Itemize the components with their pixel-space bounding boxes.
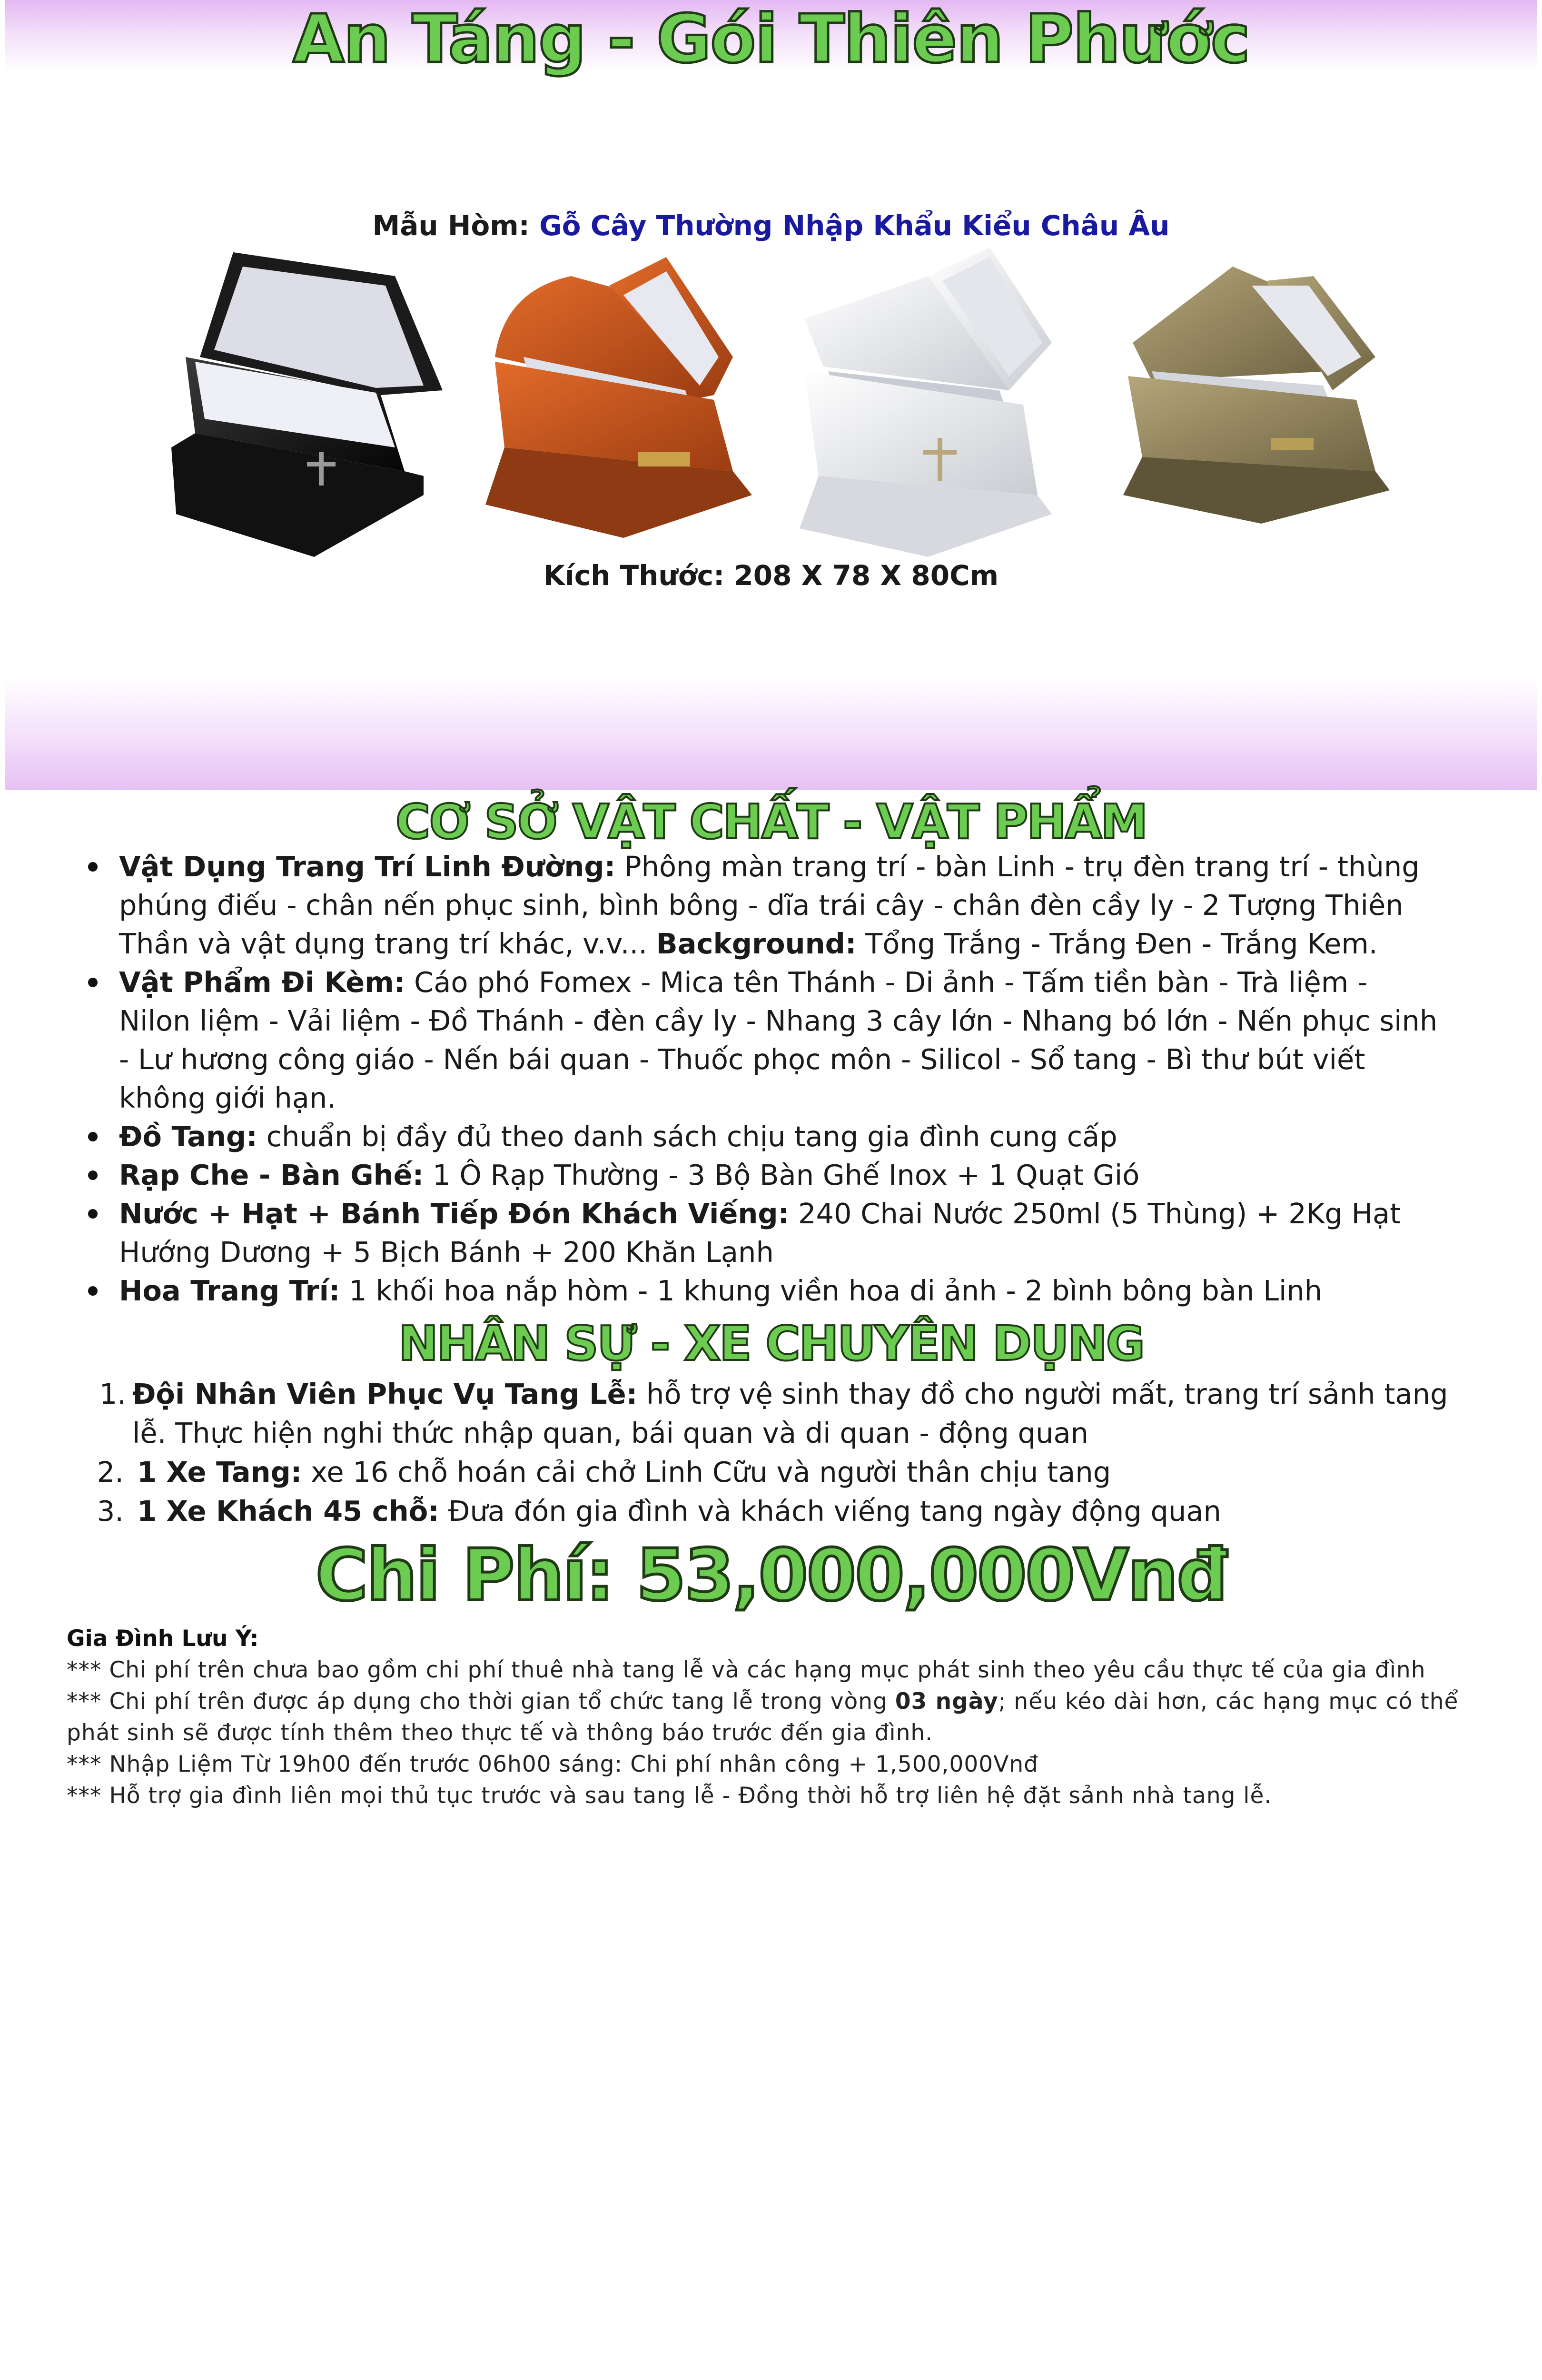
- note-line: [67, 1686, 1485, 1749]
- bullet-icon: [88, 978, 98, 987]
- bullet-icon: [88, 1170, 98, 1180]
- casket-model-value: Gỗ Cây Thường Nhập Khẩu Kiểu Châu Âu: [539, 209, 1170, 242]
- item-number: 3.: [97, 1495, 124, 1527]
- list-item: [97, 1492, 1456, 1531]
- item-text: Đưa đón gia đình và khách viếng tang ngày động quan: [448, 1495, 1221, 1527]
- item-number: 2.: [97, 1456, 124, 1488]
- notes-heading: Gia Đình Lưu Ý:: [67, 1626, 259, 1652]
- item-label: Vật Dụng Trang Trí Linh Đường:: [119, 850, 616, 883]
- bullet-icon: [88, 862, 98, 872]
- casket-black-image: [171, 252, 443, 557]
- item-label: 1 Xe Khách 45 chỗ:: [137, 1495, 439, 1527]
- staff-list: [97, 1375, 1456, 1531]
- facilities-section-title: CƠ SỞ VẬT CHẤT - VẬT PHẨM: [395, 794, 1147, 850]
- item-label: Đội Nhân Viên Phục Vụ Tang Lễ:: [132, 1378, 638, 1410]
- bullet-icon: [88, 1132, 98, 1141]
- item-text: chuẩn bị đầy đủ theo danh sách chịu tang gia đình cung cấp: [266, 1120, 1117, 1153]
- casket-size-line: [0, 559, 1542, 592]
- casket-images: [157, 248, 1409, 557]
- item-text: Cáo phó Fomex - Mica tên Thánh - Di ảnh - Tấm tiền bàn - Trà liệm - Nilon liệm - Vải liệm - Đồ Thánh - đèn cầy ly - Nhang 3 cây lớn - Nhang bó lớn - Nến phục sinh - Lư hương công giáo - Nến bái quan - Thuốc phọc môn - Silicol - Sổ tang - Bì thư bút viết không giới hạn.: [119, 966, 1438, 1114]
- item-label: Vật Phẩm Đi Kèm:: [119, 966, 405, 999]
- note-line: *** Chi phí trên chưa bao gồm chi phí thuê nhà tang lễ và các hạng mục phát sinh theo yêu cầu thực tế của gia đình: [67, 1657, 1426, 1683]
- note-emphasis: 03 ngày: [895, 1688, 998, 1715]
- item-label: Đồ Tang:: [119, 1120, 257, 1153]
- facilities-list: [119, 847, 1442, 1310]
- list-item: [99, 1375, 1456, 1453]
- casket-bronze-image: [1123, 267, 1390, 524]
- casket-white-image: [800, 248, 1052, 557]
- casket-model-label: Mẫu Hòm:: [372, 209, 530, 242]
- item-text: 1 Ô Rạp Thường - 3 Bộ Bàn Ghế Inox + 1 Quạt Gió: [433, 1159, 1140, 1191]
- list-item: [119, 1194, 1442, 1271]
- item-number: 1.: [99, 1378, 126, 1410]
- item-text: hỗ trợ vệ sinh thay đồ cho người mất, trang trí sảnh tang lễ. Thực hiện nghi thức nhập quan, bái quan và di quan - động quan: [132, 1378, 1448, 1449]
- price-heading: Chi Phí: 53,000,000Vnđ: [315, 1534, 1227, 1617]
- casket-size-value: 208 X 78 X 80Cm: [734, 559, 999, 592]
- item-label: 1 Xe Tang:: [137, 1456, 302, 1488]
- mid-gradient-band: [5, 676, 1537, 790]
- note-line: *** Hỗ trợ gia đình liên mọi thủ tục trước và sau tang lễ - Đồng thời hỗ trợ liên hệ đặt sảnh nhà tang lễ.: [67, 1783, 1272, 1809]
- item-label: Background:: [656, 927, 857, 960]
- note-line: *** Nhập Liệm Từ 19h00 đến trước 06h00 sáng: Chi phí nhân công + 1,500,000Vnđ: [67, 1751, 1038, 1777]
- item-text: Phông màn trang trí - bàn Linh - trụ đèn trang trí - thùng phúng điếu - chân nến phục sinh, bình bông - dĩa trái cây - chân đèn cầy ly - 2 Tượng Thiên Thần và vật dụng trang trí khác, v.v...: [119, 850, 1420, 960]
- casket-orange-image: [485, 257, 752, 538]
- item-label: Hoa Trang Trí:: [119, 1274, 340, 1307]
- item-text: xe 16 chỗ hoán cải chở Linh Cữu và người thân chịu tang: [311, 1456, 1111, 1488]
- list-item: [119, 847, 1442, 963]
- list-item: [97, 1453, 1456, 1492]
- casket-size-label: Kích Thước:: [543, 559, 725, 592]
- bullet-icon: [88, 1286, 98, 1296]
- casket-model-line: [0, 209, 1542, 242]
- note-text: *** Chi phí trên được áp dụng cho thời gian tổ chức tang lễ trong vòng: [67, 1688, 895, 1715]
- list-item: [119, 963, 1442, 1117]
- page-title: An Táng - Gói Thiên Phước: [293, 0, 1249, 78]
- note-text: ; nếu kéo dài hơn, các hạng mục có thể phát sinh sẽ được tính thêm theo thực tế và thông báo trước đến gia đình.: [67, 1688, 1459, 1746]
- item-label: Nước + Hạt + Bánh Tiếp Đón Khách Viếng:: [119, 1197, 790, 1230]
- list-item: [119, 1117, 1442, 1156]
- item-text: Tổng Trắng - Trắng Đen - Trắng Kem.: [865, 927, 1378, 960]
- list-item: [119, 1271, 1442, 1310]
- item-text: 1 khối hoa nắp hòm - 1 khung viền hoa di ảnh - 2 bình bông bàn Linh: [349, 1274, 1323, 1307]
- item-text: 240 Chai Nước 250ml (5 Thùng) + 2Kg Hạt Hướng Dương + 5 Bịch Bánh + 200 Khăn Lạnh: [119, 1197, 1401, 1269]
- bullet-icon: [88, 1209, 98, 1219]
- notes-block: [67, 1623, 1485, 1812]
- list-item: [119, 1156, 1442, 1194]
- item-label: Rạp Che - Bàn Ghế:: [119, 1159, 424, 1191]
- staff-section-title: NHÂN SỰ - XE CHUYÊN DỤNG: [398, 1316, 1144, 1371]
